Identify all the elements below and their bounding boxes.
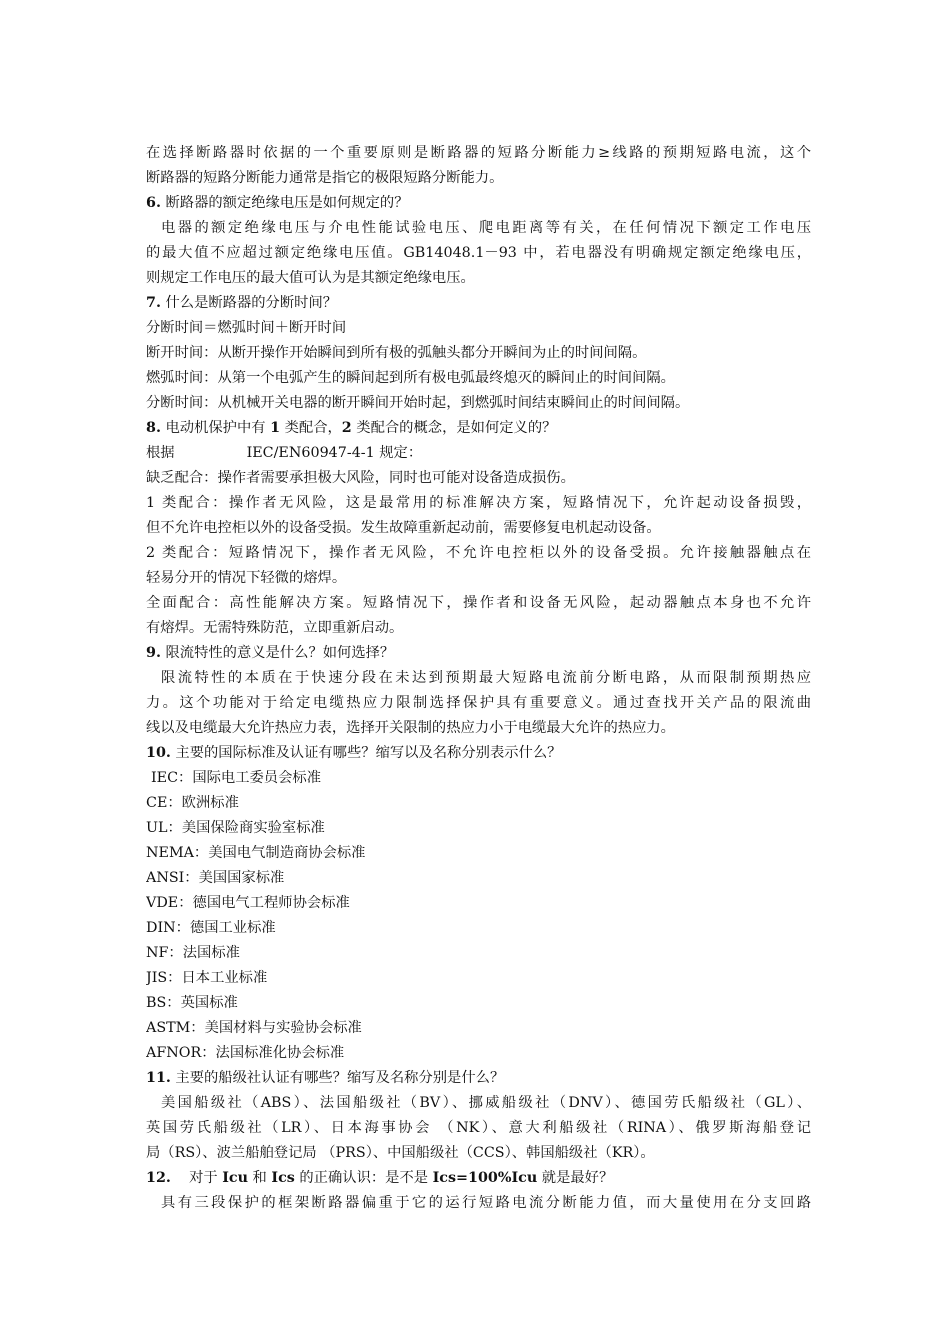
- standard-item: UL：美国保险商实验室标准: [146, 820, 325, 836]
- standard-item: NF：法国标准: [146, 945, 240, 961]
- question-text-bold: Ics=100%Icu: [432, 1170, 538, 1186]
- paragraph-line: 有熔焊。无需特殊防范，立即重新启动。: [146, 620, 404, 636]
- paragraph-line: 美国船级社（ABS）、法国船级社（BV）、挪威船级社（DNV）、德国劳氏船级社（GL）、: [161, 1095, 811, 1111]
- paragraph-line: 1 类配合：操作者无风险，这是最常用的标准解决方案，短路情况下，允许起动设备损毁，: [146, 495, 811, 511]
- question-text: 类配合的概念，是如何定义的？: [356, 420, 557, 436]
- paragraph-line: 力。这个功能对于给定电缆热应力限制选择保护具有重要意义。通过查找开关产品的限流曲: [146, 695, 811, 711]
- paragraph-line: 分断时间＝燃弧时间＋断开时间: [146, 320, 347, 336]
- paragraph-line: 电器的额定绝缘电压与介电性能试验电压、爬电距离等有关，在任何情况下额定工作电压: [161, 220, 811, 236]
- question-text: 和: [252, 1170, 267, 1186]
- paragraph-line: 但不允许电控柜以外的设备受损。发生故障重新起动前，需要修复电机起动设备。: [146, 520, 661, 536]
- question-text-bold: 1: [270, 420, 281, 436]
- paragraph-line: 在选择断路器时依据的一个重要原则是断路器的短路分断能力≥线路的预期短路电流，这个: [146, 145, 811, 161]
- standard-item: ASTM：美国材料与实验协会标准: [146, 1020, 362, 1036]
- question-heading-7: [146, 293, 811, 313]
- question-text: 就是最好？: [541, 1170, 614, 1186]
- paragraph-line: [146, 443, 811, 463]
- standard-prefix: 根据: [146, 445, 175, 461]
- paragraph-line: 具有三段保护的框架断路器偏重于它的运行短路电流分断能力值，而大量使用在分支回路: [161, 1195, 811, 1211]
- paragraph-line: 燃弧时间：从第一个电弧产生的瞬间起到所有极电弧最终熄灭的瞬间止的时间间隔。: [146, 370, 675, 386]
- question-number: 9.: [146, 645, 161, 661]
- paragraph-line: 则规定工作电压的最大值可认为是其额定绝缘电压。: [146, 270, 475, 286]
- question-number: 12.: [146, 1170, 171, 1186]
- paragraph-line: 缺乏配合：操作者需要承担极大风险，同时也可能对设备造成损伤。: [146, 470, 575, 486]
- question-text-bold: Ics: [271, 1170, 295, 1186]
- paragraph-line: 轻易分开的情况下轻微的熔焊。: [146, 570, 347, 586]
- question-text: 主要的船级社认证有哪些？缩写及名称分别是什么？: [175, 1070, 505, 1086]
- question-number: 11.: [146, 1070, 171, 1086]
- standard-item: IEC：国际电工委员会标准: [151, 770, 321, 786]
- question-text: 类配合，: [284, 420, 342, 436]
- question-number: 7.: [146, 295, 161, 311]
- question-text: 电动机保护中有: [165, 420, 266, 436]
- standard-item: AFNOR：法国标准化协会标准: [146, 1045, 345, 1061]
- standard-item: VDE：德国电气工程师协会标准: [146, 895, 350, 911]
- paragraph-line: 局（RS）、波兰船舶登记局 （PRS）、中国船级社（CCS）、韩国船级社（KR）。: [146, 1145, 655, 1161]
- standard-item: DIN：德国工业标准: [146, 920, 276, 936]
- question-text-bold: 2: [341, 420, 352, 436]
- paragraph-line: 线以及电缆最大允许热应力表，选择开关限制的热应力小于电缆最大允许的热应力。: [146, 720, 675, 736]
- question-text: 的正确认识：是不是: [299, 1170, 429, 1186]
- question-text: 断路器的额定绝缘电压是如何规定的？: [165, 195, 409, 211]
- paragraph-line: 断开时间：从断开操作开始瞬间到所有极的弧触头都分开瞬间为止的时间间隔。: [146, 345, 647, 361]
- question-heading-10: [146, 743, 811, 763]
- standard-item: BS：英国标准: [146, 995, 238, 1011]
- standard-item: JIS：日本工业标准: [146, 970, 268, 986]
- question-heading-9: [146, 643, 811, 663]
- paragraph-line: 断路器的短路分断能力通常是指它的极限短路分断能力。: [146, 170, 504, 186]
- paragraph-line: 全面配合：高性能解决方案。短路情况下，操作者和设备无风险，起动器触点本身也不允许: [146, 595, 811, 611]
- question-heading-8: [146, 418, 811, 438]
- question-text: 对于: [189, 1170, 218, 1186]
- question-text-bold: Icu: [222, 1170, 248, 1186]
- standard-item: ANSI：美国国家标准: [146, 870, 285, 886]
- standard-ref: IEC/EN60947-4-1 规定：: [246, 445, 423, 461]
- standard-item: NEMA：美国电气制造商协会标准: [146, 845, 366, 861]
- question-heading-6: [146, 193, 811, 213]
- question-text: 什么是断路器的分断时间？: [165, 295, 338, 311]
- paragraph-line: 分断时间：从机械开关电器的断开瞬间开始时起，到燃弧时间结束瞬间止的时间间隔。: [146, 395, 690, 411]
- question-heading-12: [146, 1168, 811, 1188]
- standard-item: CE：欧洲标准: [146, 795, 239, 811]
- question-number: 6.: [146, 195, 161, 211]
- question-text: 限流特性的意义是什么？如何选择？: [165, 645, 395, 661]
- paragraph-line: 2 类配合：短路情况下，操作者无风险，不允许电控柜以外的设备受损。允许接触器触点在: [146, 545, 811, 561]
- question-number: 8.: [146, 420, 161, 436]
- paragraph-line: 的最大值不应超过额定绝缘电压值。GB14048.1－93 中，若电器没有明确规定额定绝缘电压，: [146, 245, 811, 261]
- question-heading-11: [146, 1068, 811, 1088]
- paragraph-line: 限流特性的本质在于快速分段在未达到预期最大短路电流前分断电路，从而限制预期热应: [161, 670, 811, 686]
- question-text: 主要的国际标准及认证有哪些？缩写以及名称分别表示什么？: [175, 745, 562, 761]
- question-number: 10.: [146, 745, 171, 761]
- paragraph-line: 英国劳氏船级社（LR）、日本海事协会 （NK）、意大利船级社（RINA）、俄罗斯海船登记: [146, 1120, 811, 1136]
